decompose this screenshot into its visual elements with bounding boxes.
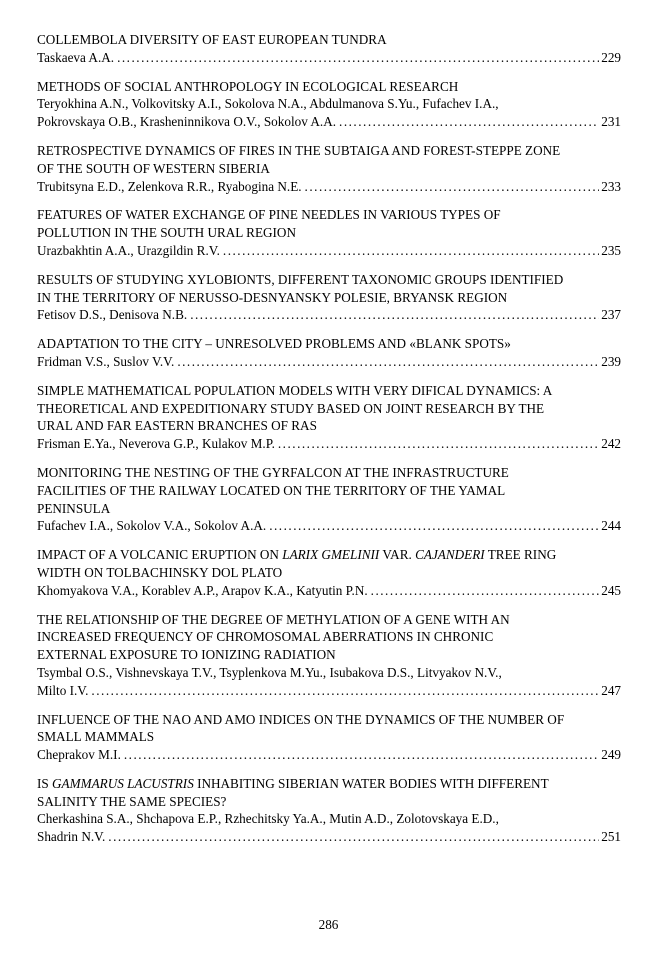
entry-page-number: 242 — [601, 436, 621, 452]
entry-leader-line — [37, 746, 621, 764]
toc-entry — [37, 142, 621, 195]
entry-authors-last-line: Fetisov D.S., Denisova N.B. — [37, 307, 188, 323]
entry-page-number: 229 — [601, 49, 621, 65]
entry-title-line — [37, 611, 621, 629]
title-segment-italic: LARIX GMELINII — [282, 547, 380, 563]
dot-leader — [117, 49, 599, 67]
toc-entry — [37, 335, 621, 371]
entry-authors-line: Tsymbal O.S., Vishnevskaya T.V., Tsyplenkova M.Yu., Isubakova D.S., Litvyakov N.V., — [37, 664, 502, 680]
entry-authors-line: Teryokhina A.N., Volkovitsky A.I., Sokolova N.A., Abdulmanova S.Yu., Fufachev I.A., — [37, 96, 499, 112]
title-segment-italic: CAJANDERI — [415, 547, 485, 563]
title-segment: ADAPTATION TO THE CITY – UNRESOLVED PROBLEMS AND «BLANK SPOTS» — [37, 336, 511, 352]
toc-entry — [37, 206, 621, 259]
entry-page-number: 239 — [601, 353, 621, 369]
title-segment: EXTERNAL EXPOSURE TO IONIZING RADIATION — [37, 647, 336, 663]
entry-title-line — [37, 500, 621, 518]
entry-title-line — [37, 224, 621, 242]
dot-leader — [190, 306, 599, 324]
entry-page-number: 245 — [601, 582, 621, 598]
entry-title-line — [37, 482, 621, 500]
toc-list — [37, 31, 621, 846]
title-segment: COLLEMBOLA DIVERSITY OF EAST EUROPEAN TUNDRA — [37, 32, 387, 47]
entry-title-line — [37, 31, 621, 49]
entry-authors-last-line: Shadrin N.V. — [37, 829, 106, 845]
toc-entry — [37, 271, 621, 324]
title-segment: VAR. — [379, 547, 416, 563]
entry-page-number: 237 — [601, 307, 621, 323]
entry-authors-last-line: Frisman E.Ya., Neverova G.P., Kulakov M.P. — [37, 436, 275, 452]
entry-title-line — [37, 142, 621, 160]
title-segment: RESULTS OF STUDYING XYLOBIONTS, DIFFERENT TAXONOMIC GROUPS IDENTIFIED — [37, 271, 564, 287]
dot-leader — [91, 682, 599, 700]
title-segment: IN THE TERRITORY OF NERUSSO-DESNYANSKY POLESIE, BRYANSK REGION — [37, 289, 508, 305]
entry-leader-line — [37, 828, 621, 846]
entry-title-line — [37, 464, 621, 482]
dot-leader — [223, 242, 599, 260]
title-segment: SIMPLE MATHEMATICAL POPULATION MODELS WITH VERY DIFICAL DYNAMICS: A — [37, 382, 553, 398]
entry-leader-line — [37, 517, 621, 535]
entry-leader-line — [37, 582, 621, 600]
dot-leader — [108, 828, 599, 846]
title-segment: OF THE SOUTH OF WESTERN SIBERIA — [37, 160, 270, 176]
entry-title-line — [37, 400, 621, 418]
entry-title-line — [37, 564, 621, 582]
entry-authors-last-line: Milto I.V. — [37, 682, 89, 698]
entry-authors-last-line: Taskaeva A.A. — [37, 49, 115, 65]
title-segment: THEORETICAL AND EXPEDITIONARY STUDY BASED ON JOINT RESEARCH BY THE — [37, 400, 545, 416]
entry-title-line — [37, 289, 621, 307]
page-footer — [0, 917, 657, 933]
entry-leader-line — [37, 353, 621, 371]
entry-leader-line — [37, 306, 621, 324]
entry-title-line — [37, 160, 621, 178]
entry-title-line — [37, 417, 621, 435]
entry-title-line — [37, 628, 621, 646]
title-segment: RETROSPECTIVE DYNAMICS OF FIRES IN THE SUBTAIGA AND FOREST-STEPPE ZONE — [37, 142, 561, 158]
entry-page-number: 235 — [601, 242, 621, 258]
title-segment: SMALL MAMMALS — [37, 729, 155, 745]
toc-entry — [37, 382, 621, 453]
title-segment: THE RELATIONSHIP OF THE DEGREE OF METHYLATION OF A GENE WITH AN — [37, 611, 510, 627]
title-segment: METHODS OF SOCIAL ANTHROPOLOGY IN ECOLOGICAL RESEARCH — [37, 78, 459, 94]
title-segment: PENINSULA — [37, 500, 111, 516]
title-segment-italic: GAMMARUS LACUSTRIS — [52, 775, 194, 791]
entry-leader-line — [37, 682, 621, 700]
entry-authors-last-line: Cheprakov M.I. — [37, 747, 121, 763]
title-segment: IS — [37, 775, 53, 791]
toc-entry — [37, 611, 621, 700]
entry-leader-line — [37, 242, 621, 260]
title-segment: INHABITING SIBERIAN WATER BODIES WITH DIFFERENT — [193, 775, 549, 791]
entry-title-line — [37, 793, 621, 811]
dot-leader — [278, 435, 599, 453]
entry-authors-line: Cherkashina S.A., Shchapova E.P., Rzhechitsky Ya.A., Mutin A.D., Zolotovskaya E.D., — [37, 811, 499, 827]
title-segment: FACILITIES OF THE RAILWAY LOCATED ON THE TERRITORY OF THE YAMAL — [37, 482, 506, 498]
footer-page-number: 286 — [318, 917, 339, 932]
title-segment: TREE RING — [484, 547, 557, 563]
title-segment: INCREASED FREQUENCY OF CHROMOSOMAL ABERRATIONS IN CHRONIC — [37, 629, 494, 645]
entry-leader-line — [37, 49, 621, 67]
entry-leader-line — [37, 113, 621, 131]
entry-title-line — [37, 78, 621, 96]
entry-title-line — [37, 546, 621, 564]
toc-entry — [37, 78, 621, 131]
entry-page-number: 251 — [601, 829, 621, 845]
title-segment: INFLUENCE OF THE NAO AND AMO INDICES ON THE DYNAMICS OF THE NUMBER OF — [37, 711, 565, 727]
entry-authors-last-line: Khomyakova V.A., Korablev A.P., Arapov K.A., Katyutin P.N. — [37, 582, 368, 598]
title-segment: POLLUTION IN THE SOUTH URAL REGION — [37, 225, 296, 241]
dot-leader — [269, 517, 599, 535]
entry-title-line — [37, 335, 621, 353]
toc-entry — [37, 464, 621, 535]
dot-leader — [124, 746, 599, 764]
title-segment: MONITORING THE NESTING OF THE GYRFALCON AT THE INFRASTRUCTURE — [37, 464, 509, 480]
entry-title-line — [37, 775, 621, 793]
toc-entry — [37, 711, 621, 764]
dot-leader — [371, 582, 600, 600]
entry-title-line — [37, 711, 621, 729]
title-segment: URAL AND FAR EASTERN BRANCHES OF RAS — [37, 418, 317, 434]
title-segment: SALINITY THE SAME SPECIES? — [37, 793, 227, 809]
entry-title-line — [37, 206, 621, 224]
toc-entry — [37, 31, 621, 67]
dot-leader — [339, 113, 599, 131]
title-segment: FEATURES OF WATER EXCHANGE OF PINE NEEDLES IN VARIOUS TYPES OF — [37, 207, 501, 223]
entry-title-line — [37, 271, 621, 289]
entry-title-line — [37, 728, 621, 746]
entry-title-line — [37, 646, 621, 664]
entry-page-number: 233 — [601, 178, 621, 194]
toc-entry — [37, 775, 621, 846]
title-segment: IMPACT OF A VOLCANIC ERUPTION ON — [37, 547, 283, 563]
entry-authors-last-line: Trubitsyna E.D., Zelenkova R.R., Ryabogina N.E. — [37, 178, 302, 194]
entry-page-number: 249 — [601, 747, 621, 763]
entry-authors-last-line: Fridman V.S., Suslov V.V. — [37, 353, 175, 369]
entry-authors-last-line: Urazbakhtin A.A., Urazgildin R.V. — [37, 242, 220, 258]
title-segment: WIDTH ON TOLBACHINSKY DOL PLATO — [37, 564, 283, 580]
dot-leader — [177, 353, 599, 371]
entry-page-number: 247 — [601, 682, 621, 698]
toc-entry — [37, 546, 621, 599]
entry-page-number: 244 — [601, 518, 621, 534]
entry-page-number: 231 — [601, 114, 621, 130]
entry-title-line — [37, 382, 621, 400]
entry-authors-last-line: Fufachev I.A., Sokolov V.A., Sokolov A.A. — [37, 518, 267, 534]
dot-leader — [305, 178, 600, 196]
entry-leader-line — [37, 178, 621, 196]
entry-leader-line — [37, 435, 621, 453]
entry-authors-last-line: Pokrovskaya O.B., Krasheninnikova O.V., Sokolov A.A. — [37, 114, 337, 130]
